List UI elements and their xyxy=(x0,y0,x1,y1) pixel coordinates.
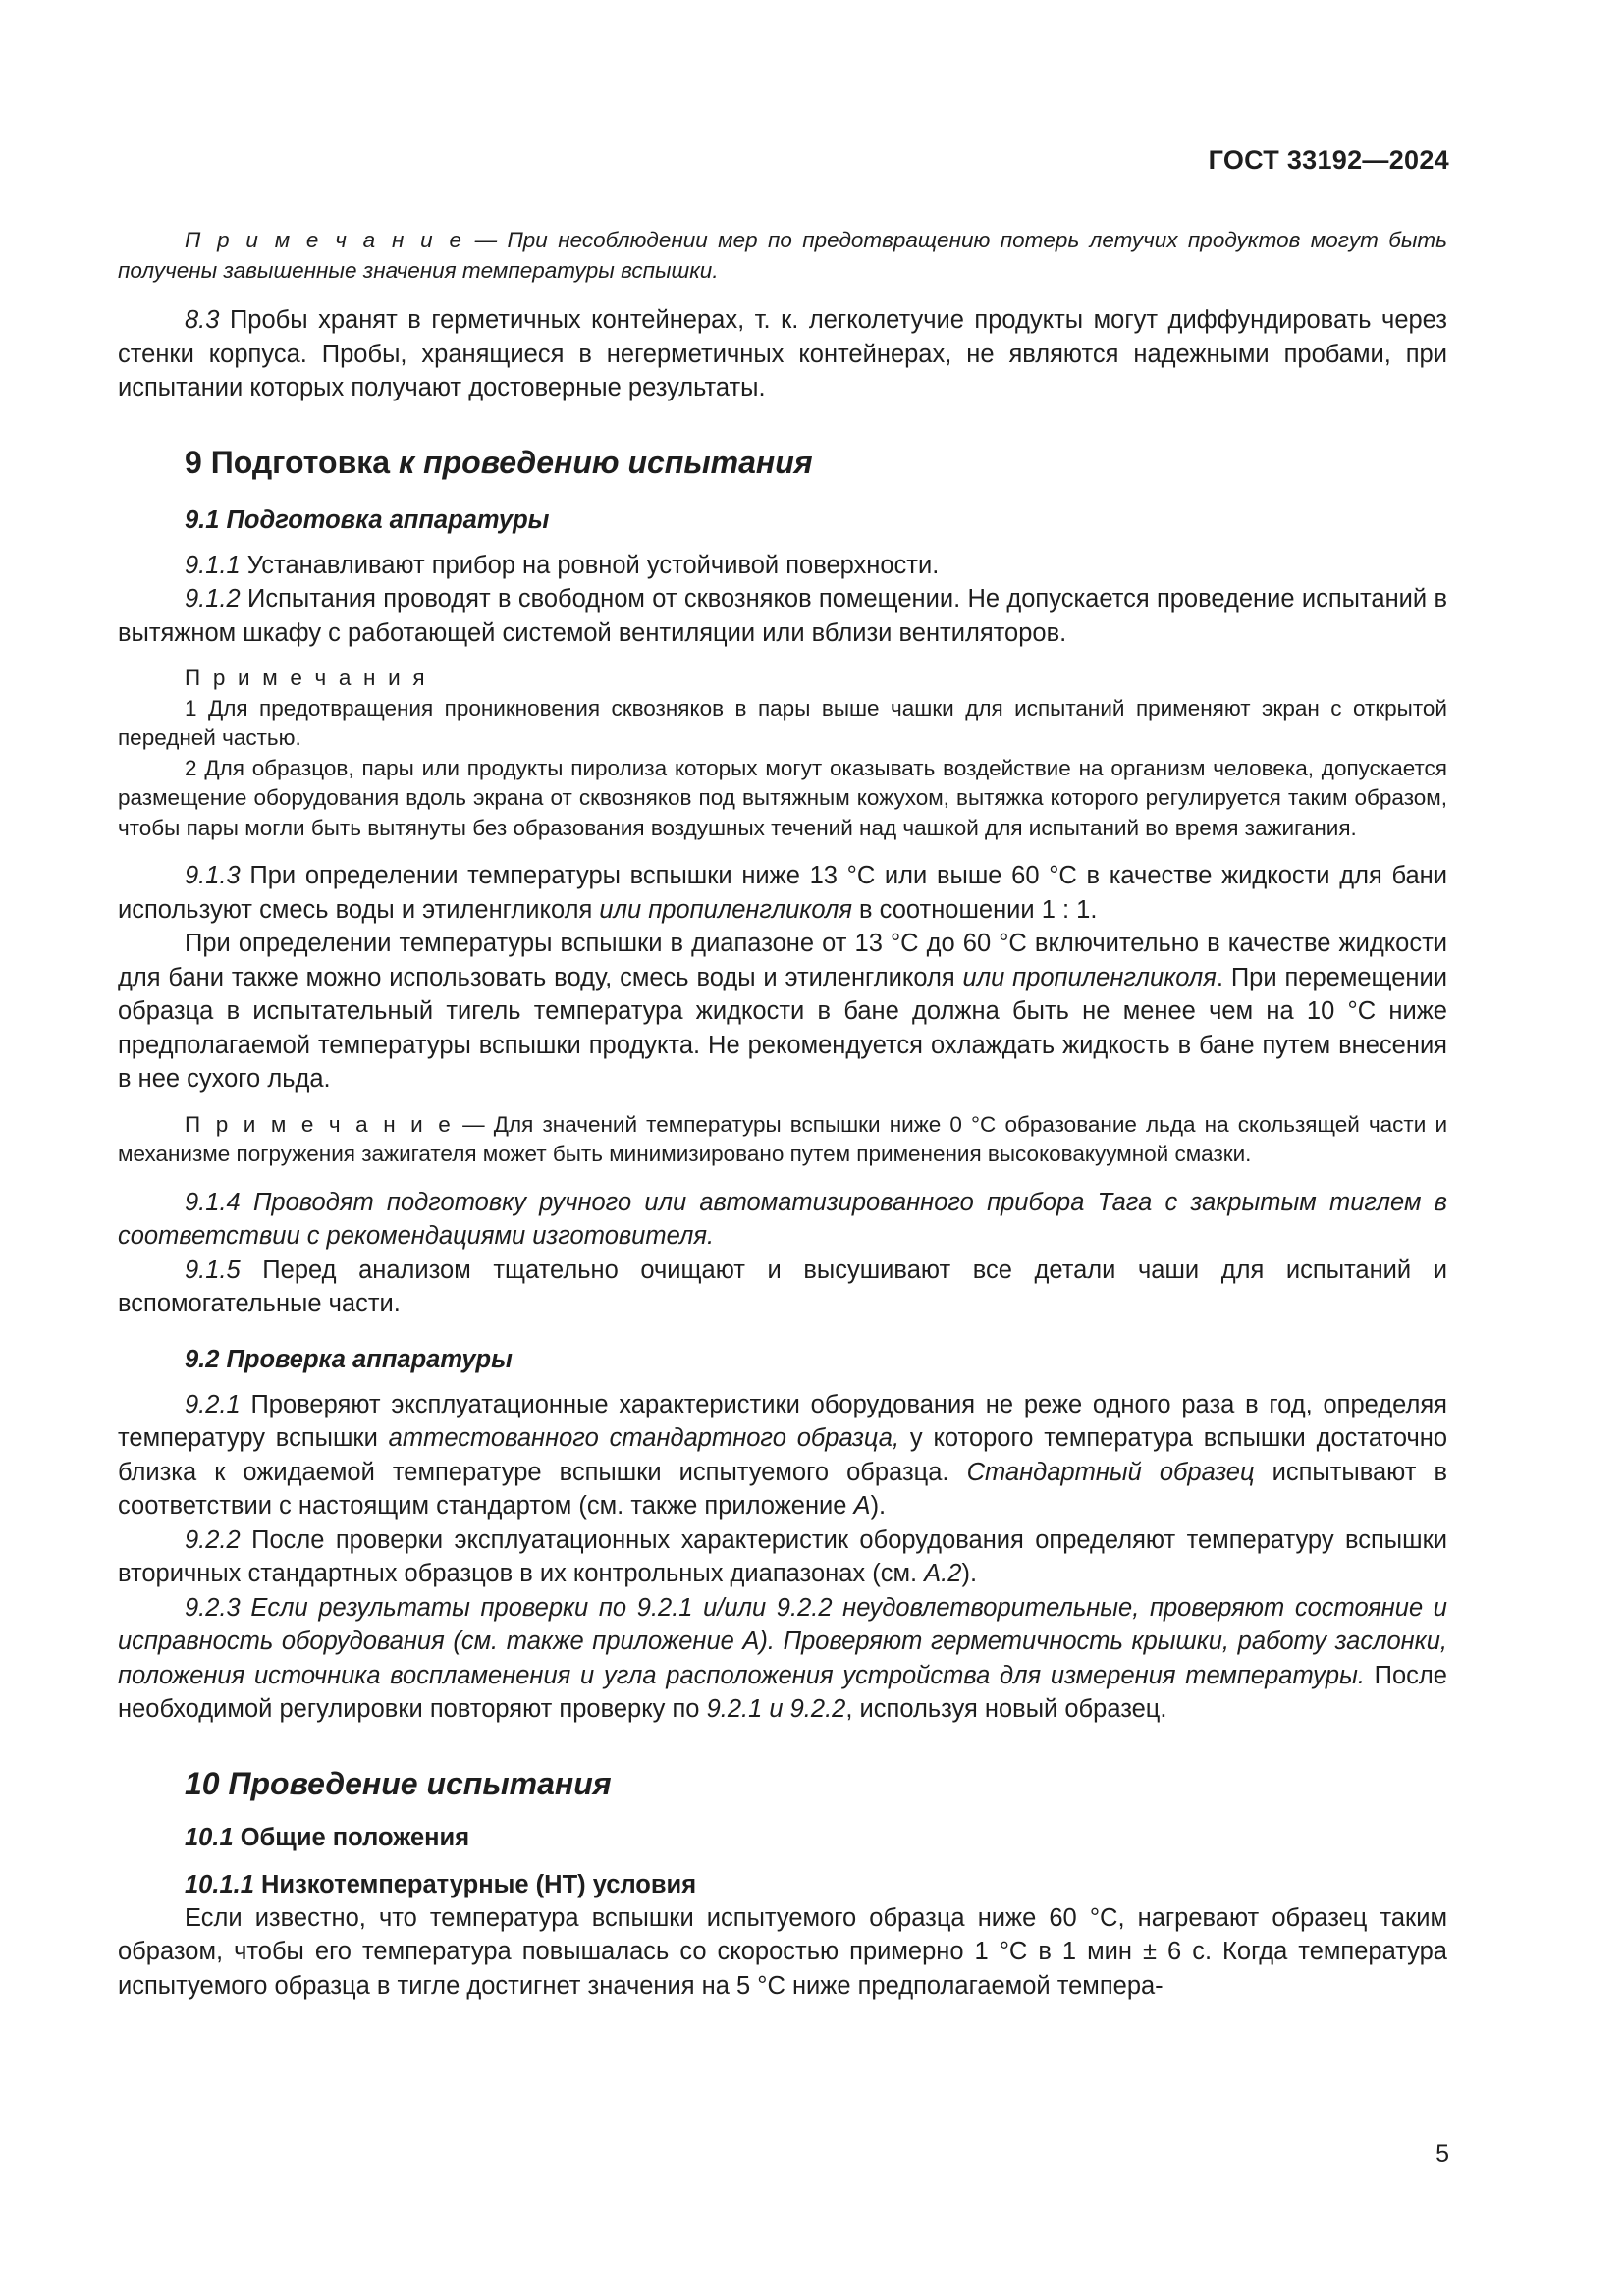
section-10-title: 10 Проведение испытания xyxy=(185,1765,612,1801)
clause-text: При определении температуры вспышки в диапазоне от 13 °С до 60 °С включительно в качестве жидкости для бани также можно использовать воду, смесь воды и этиленгликоля xyxy=(118,930,1447,991)
paragraph-10-1-1: Если известно, что температура вспышки испытуемого образца ниже 60 °С, нагревают образец таким образом, чтобы его температура повышалась со скоростью примерно 1 °С в 1 мин ± 6 с. Когда температура испытуемого образца в тигле достигнет значения на 5 °С ниже предполагаемой темпера- xyxy=(118,1903,1447,2000)
subsection-number: 10.1 xyxy=(185,1823,234,1851)
clause-text: Устанавливают прибор на ровной устойчивой поверхности. xyxy=(240,551,940,579)
subsection-title-text: Низкотемпературные (НТ) условия xyxy=(253,1870,697,1898)
clause-number: 9.1.1 xyxy=(185,551,241,579)
clause-text: в соотношении 1 : 1. xyxy=(851,895,1098,924)
note-2: 2 Для образцов, пары или продукты пиролиза которых могут оказывать воздействие на организм человека, допускается размещение оборудования вдоль экрана от сквозняков под вытяжным кожухом, вытяжка которого регулируется таким образом, чтобы пары могли быть вытянуты без образования воздушных течений над чашкой для испытаний во время зажигания. xyxy=(118,755,1447,840)
notes-label-text: П р и м е ч а н и я xyxy=(185,666,428,690)
clause-text-italic: А.2 xyxy=(924,1560,962,1587)
clause-text: ). xyxy=(961,1560,978,1587)
clause-number: 8.3 xyxy=(185,306,220,334)
note-top xyxy=(118,226,1447,286)
clause-text: . При перемещении образца в испытательный тигель температура жидкости в бане должна быть не менее чем на 10 °С ниже предполагаемой температуры вспышки продукта. Не рекомендуется охлаждать жидкость в бане путем внесения в нее сухого льда. xyxy=(118,963,1447,1093)
paragraph-9-1-3-continued xyxy=(118,927,1447,1096)
clause-text-italic: аттестованного стандартного образца, xyxy=(388,1424,900,1452)
notes-label xyxy=(118,664,1447,694)
clause-number: 9.1.3 xyxy=(185,862,241,889)
clause-number: 9.1.2 xyxy=(185,585,241,613)
clause-number: 9.2.2 xyxy=(185,1525,241,1554)
subsection-10-1-title xyxy=(118,1821,1447,1854)
clause-text: Проверяют эксплуатационные характеристики оборудования не реже одного раза в год, определяя температуру вспышки xyxy=(118,1390,1447,1452)
clause-text-italic: Стандартный образец xyxy=(966,1458,1255,1486)
paragraph-9-2-2 xyxy=(118,1523,1447,1591)
clause-text: При определении температуры вспышки ниже 13 °С или выше 60 °С в качестве жидкости для бани используют смесь воды и этиленгликоля xyxy=(118,862,1447,924)
clause-text: испытывают в соответствии с настоящим стандартом (см. также приложение xyxy=(118,1458,1447,1520)
clause-number: 9.2.1 xyxy=(185,1390,241,1418)
note-label: П р и м е ч а н и е xyxy=(185,1111,455,1137)
section-title-plain: 9 Подготовка xyxy=(185,444,399,480)
subsection-title-text: Общие положения xyxy=(233,1823,470,1851)
subsection-number: 10.1.1 xyxy=(185,1870,254,1898)
paragraph-8-3 xyxy=(118,303,1447,405)
page-content xyxy=(118,226,1447,2002)
document-id-header: ГОСТ 33192—2024 xyxy=(1208,145,1449,175)
page-number: 5 xyxy=(1435,2140,1449,2167)
note-text: — При несоблюдении мер по предотвращению потерь летучих продуктов могут быть получены завышенные значения температуры вспышки. xyxy=(118,228,1447,283)
paragraph-9-1-1 xyxy=(118,549,1447,583)
paragraph-9-1-3 xyxy=(118,859,1447,927)
paragraph-9-1-5 xyxy=(118,1254,1447,1321)
clause-text: ). xyxy=(870,1492,887,1520)
note-text: — Для значений температуры вспышки ниже 0 °С образование льда на скользящей части и механизме погружения зажигателя может быть минимизировано путем применения высоковакуумной смазки. xyxy=(118,1111,1448,1166)
clause-text: Пробы хранят в герметичных контейнерах, т. к. легколетучие продукты могут диффундировать через стенки корпуса. Пробы, хранящиеся в негерметичных контейнерах, не являются надежными пробами, при испытании которых получают достоверные результаты. xyxy=(118,306,1447,401)
subsection-10-1-1-title xyxy=(118,1868,1447,1901)
clause-text: Испытания проводят в свободном от сквозняков помещении. Не допускается проведение испытаний в вытяжном шкафу с работающей системой вентиляции или вблизи вентиляторов. xyxy=(118,585,1447,647)
clause-text-italic: 9.2.1 и 9.2.2 xyxy=(706,1695,846,1723)
clause-text: Перед анализом тщательно очищают и высушивают все детали чаши для испытаний и вспомогательные части. xyxy=(118,1255,1447,1317)
clause-text: После проверки эксплуатационных характеристик оборудования определяют температуру вспышки вторичных стандартных образцов в их контрольных диапазонах (см. xyxy=(118,1525,1447,1587)
clause-text: у которого температура вспышки достаточно близка к ожидаемой температуре вспышки испытуемого образца. xyxy=(118,1424,1448,1486)
note-1: 1 Для предотвращения проникновения сквозняков в пары выше чашки для испытаний применяют экран с открытой передней частью. xyxy=(118,695,1447,750)
clause-text: , используя новый образец. xyxy=(845,1695,1167,1723)
section-9-title xyxy=(118,443,1447,482)
clause-text-italic: А xyxy=(853,1492,871,1520)
paragraph-9-2-1 xyxy=(118,1388,1447,1523)
clause-text: После необходимой регулировки повторяют проверку по xyxy=(118,1661,1447,1723)
note-label: П р и м е ч а н и е xyxy=(185,228,465,252)
paragraph-9-1-2 xyxy=(118,582,1447,650)
clause-number: 9.1.5 xyxy=(185,1255,241,1284)
clause-text-italic: или пропиленгликоля xyxy=(599,895,852,924)
subsection-9-1-title: 9.1 Подготовка аппаратуры xyxy=(185,506,550,534)
note-9-1-3 xyxy=(118,1110,1447,1170)
clause-text-italic: или пропиленгликоля xyxy=(962,963,1217,991)
paragraph-9-1-4: 9.1.4 Проводят подготовку ручного или автоматизированного прибора Тага с закрытым тиглем в соответствии с рекомендациями изготовителя. xyxy=(118,1188,1447,1250)
clause-text-italic: 9.2.3 Если результаты проверки по 9.2.1 и/или 9.2.2 неудовлетворительные, проверяют состояние и исправность оборудования (см. также приложение А). Проверяют герметичность крышки, работу заслонки, положения источника воспламенения и угла расположения устройства для измерения температуры. xyxy=(118,1593,1447,1689)
paragraph-9-2-3 xyxy=(118,1591,1447,1727)
subsection-9-2-title: 9.2 Проверка аппаратуры xyxy=(185,1345,513,1373)
section-title-italic: к проведению испытания xyxy=(398,444,813,480)
